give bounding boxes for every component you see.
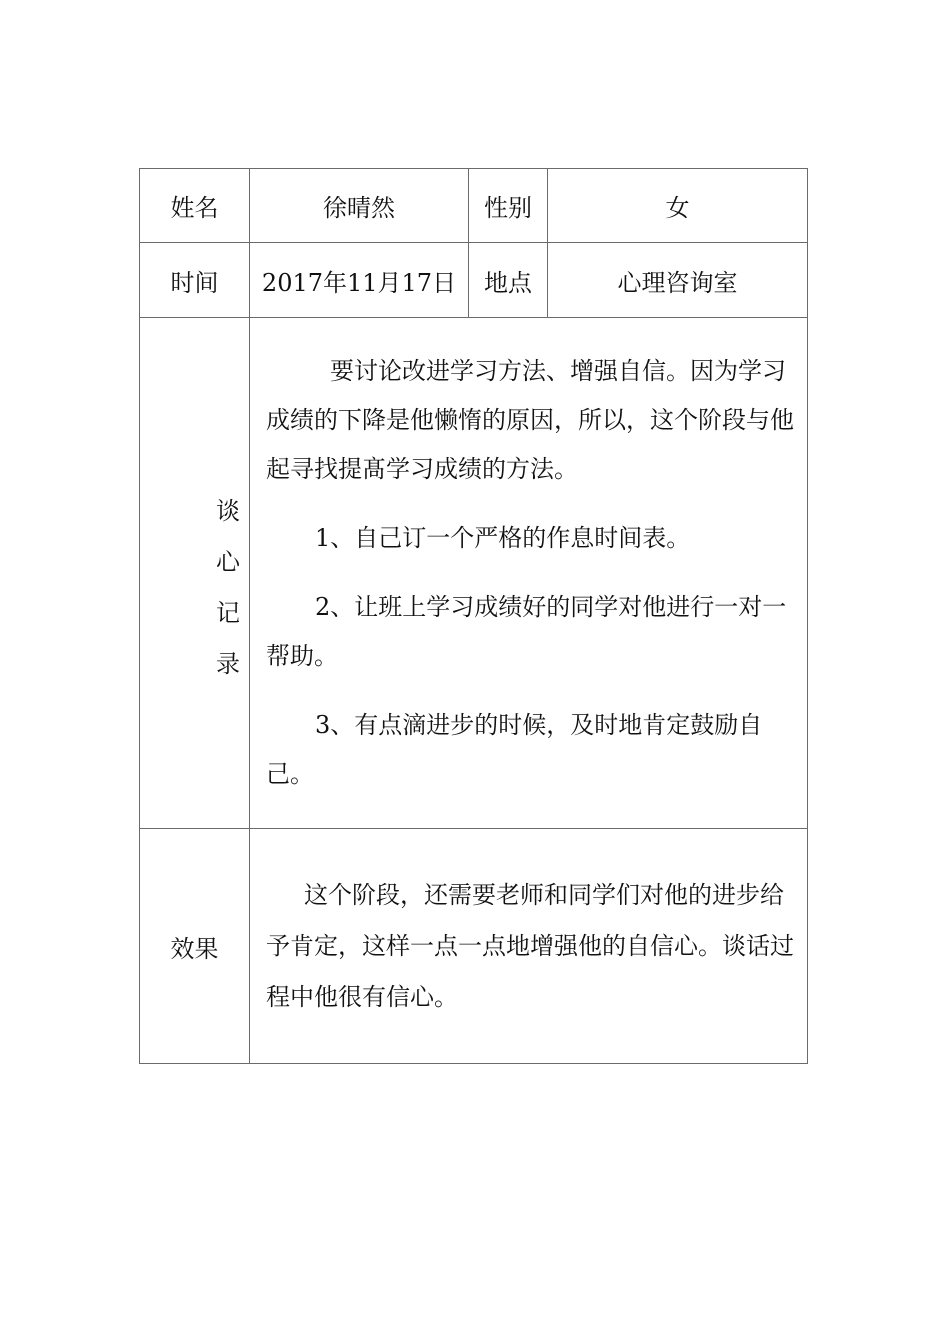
record-label-cell <box>140 318 250 829</box>
table-row <box>140 243 808 318</box>
record-label-char: 录 <box>216 650 240 678</box>
name-value: 徐晴然 <box>250 169 469 243</box>
record-label-char: 记 <box>216 599 240 627</box>
table-row <box>140 829 808 1064</box>
record-paragraph: 1、自己订一个严格的作息时间表。 <box>315 524 691 552</box>
place-value: 心理咨询室 <box>548 243 808 318</box>
time-label: 时间 <box>140 243 250 318</box>
table-row <box>140 169 808 243</box>
gender-label: 性别 <box>469 169 548 243</box>
record-label-char: 谈 <box>216 497 240 525</box>
name-label: 姓名 <box>140 169 250 243</box>
record-paragraph: 要讨论改进学习方法、增强自信。因为学习成绩的下降是他懒惰的原因，所以，这个阶段与他起寻找提髙学习成绩的方法。 <box>266 357 794 483</box>
effect-label: 效果 <box>140 829 250 1064</box>
record-content-cell <box>250 318 808 829</box>
effect-text: 这个阶段，还需要老师和同学们对他的进步给予肯定，这样一点一点地增强他的自信心。谈话过程中他很有信心。 <box>266 880 794 1011</box>
record-label-char: 心 <box>216 548 240 576</box>
table-row <box>140 318 808 829</box>
record-paragraph: 3、有点滴进步的时候，及时地肯定鼓励自己。 <box>266 711 763 788</box>
gender-value: 女 <box>548 169 808 243</box>
effect-content-cell <box>250 829 808 1064</box>
counseling-record-table <box>139 168 808 1064</box>
place-label: 地点 <box>469 243 548 318</box>
time-value: 2017年11月17日 <box>250 243 469 318</box>
record-label <box>213 486 243 690</box>
record-paragraph: 2、让班上学习成绩好的同学对他进行一对一帮助。 <box>266 593 787 670</box>
